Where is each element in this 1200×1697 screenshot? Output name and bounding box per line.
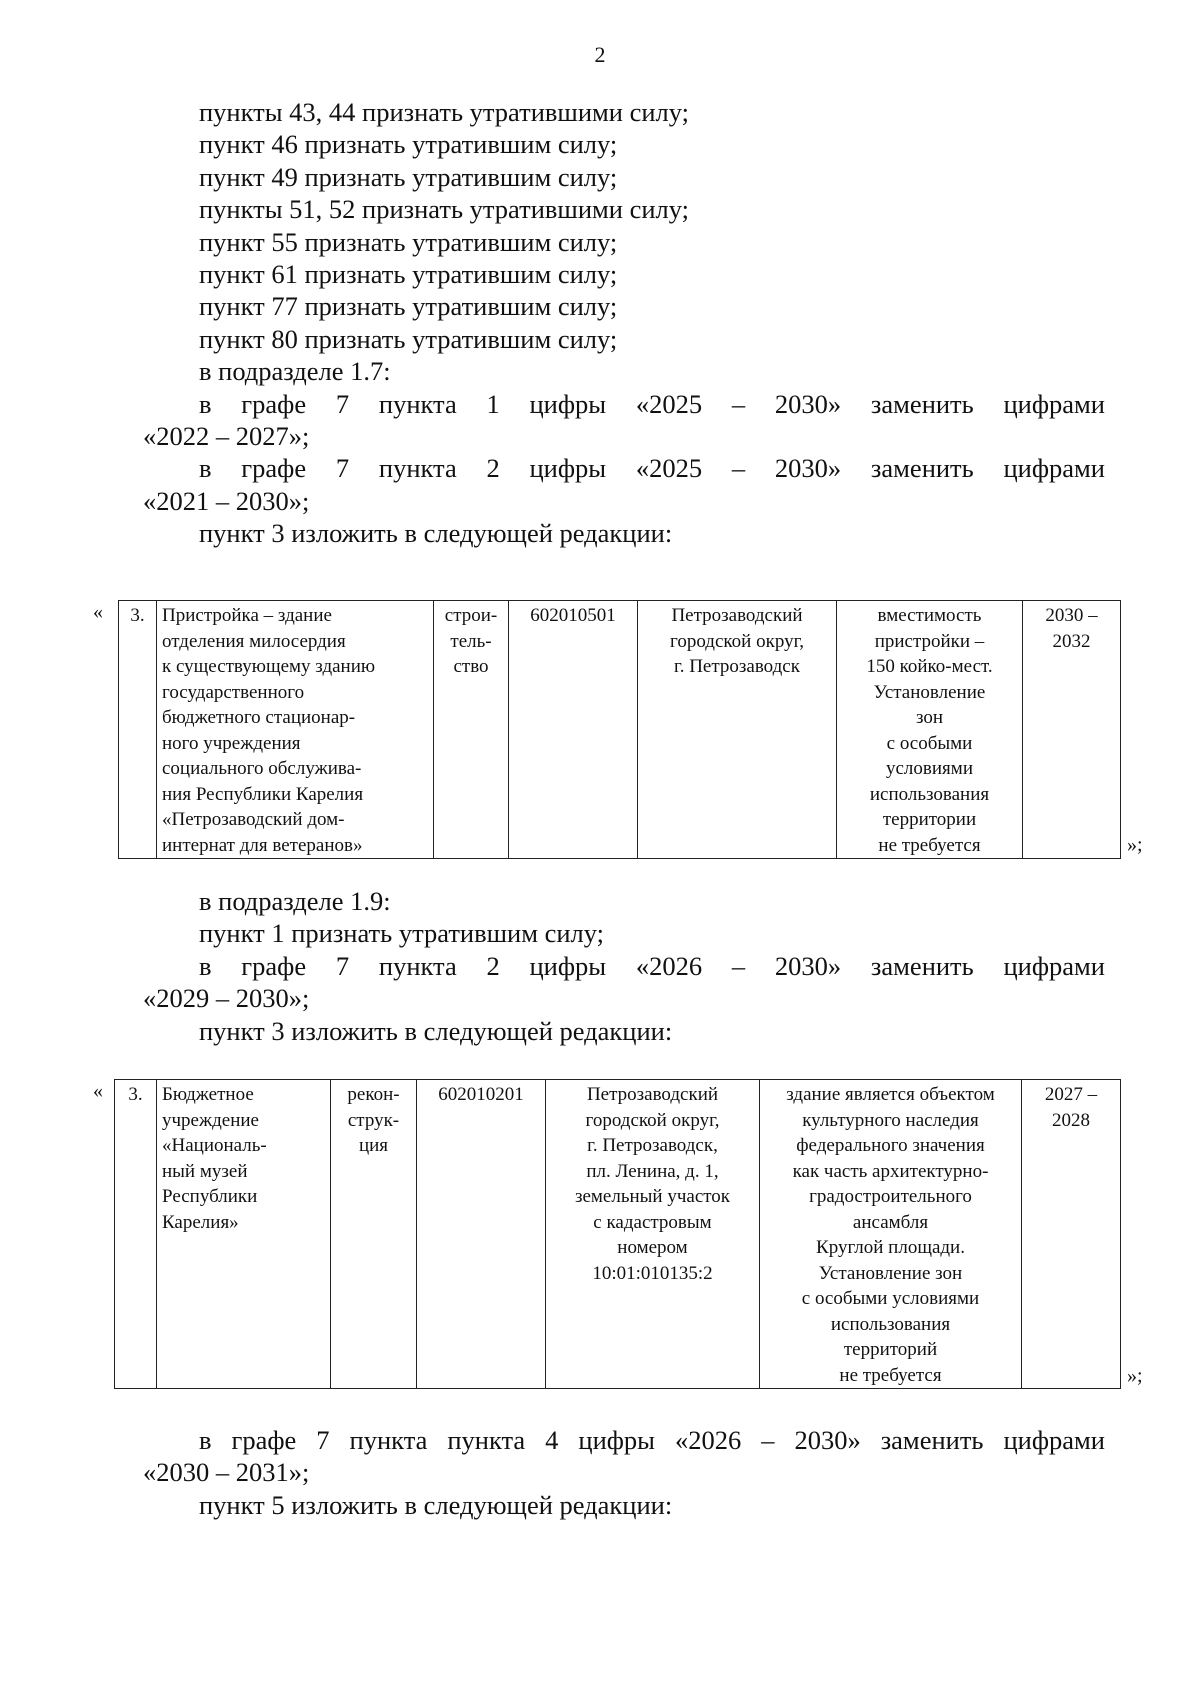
table-close-quote: »; bbox=[1127, 1365, 1143, 1387]
paragraph: в графе 7 пункта пункта 4 цифры «2026 – 2030» заменить цифрами bbox=[199, 1425, 1105, 1455]
subsection-heading: в подразделе 1.9: bbox=[199, 886, 391, 916]
cell-number: 3. bbox=[119, 601, 157, 859]
paragraph: пункт 3 изложить в следующей редакции: bbox=[199, 1015, 673, 1046]
cell-period: 2027 – 2028 bbox=[1022, 1080, 1121, 1389]
cell-location: Петрозаводский городской округ, г. Петрозаводск bbox=[638, 601, 837, 859]
cell-work-type: рекон- струк- ция bbox=[331, 1080, 417, 1389]
paragraph: пункт 77 признать утратившим силу; bbox=[199, 291, 618, 322]
amendment-text-block-1 bbox=[143, 96, 1105, 550]
paragraph: пункт 46 признать утратившим силу; bbox=[199, 129, 618, 160]
paragraph: пункт 55 признать утратившим силу; bbox=[199, 226, 618, 257]
cell-description: здание является объектом культурного наследия федерального значения как часть архитектурно- градостроительного ансамбля Круглой площади. Установление зон с особыми условиями использования территорий не требуется bbox=[760, 1080, 1022, 1389]
amendment-text-block-3 bbox=[143, 1424, 1105, 1521]
table-open-quote: « bbox=[93, 601, 103, 623]
paragraph: пункт 61 признать утратившим силу; bbox=[199, 259, 618, 290]
paragraph-continuation: «2030 – 2031»; bbox=[143, 1457, 310, 1488]
cell-code: 602010501 bbox=[509, 601, 638, 859]
paragraph: пункты 43, 44 признать утратившими силу; bbox=[199, 97, 690, 127]
paragraph: пункт 3 изложить в следующей редакции: bbox=[199, 518, 673, 549]
paragraph: пункт 1 признать утратившим силу; bbox=[199, 918, 605, 949]
amendment-text-block-2 bbox=[143, 885, 1105, 1047]
cell-code: 602010201 bbox=[417, 1080, 546, 1389]
cell-number: 3. bbox=[115, 1080, 157, 1389]
objects-table-2 bbox=[114, 1079, 1121, 1389]
cell-description: вместимость пристройки – 150 койко-мест. Установление зон с особыми условиями использования территории не требуется bbox=[837, 601, 1023, 859]
table-close-quote: »; bbox=[1127, 834, 1143, 856]
table-row bbox=[115, 1080, 1121, 1389]
paragraph: пункт 80 признать утратившим силу; bbox=[199, 323, 618, 354]
paragraph: в графе 7 пункта 1 цифры «2025 – 2030» заменить цифрами bbox=[199, 388, 1105, 419]
table-open-quote: « bbox=[93, 1080, 103, 1102]
page-number: 2 bbox=[594, 42, 606, 67]
paragraph: в графе 7 пункта 2 цифры «2025 – 2030» заменить цифрами bbox=[199, 453, 1105, 484]
paragraph: пункт 5 изложить в следующей редакции: bbox=[199, 1489, 673, 1520]
paragraph-continuation: «2029 – 2030»; bbox=[143, 983, 310, 1014]
paragraph: пункты 51, 52 признать утратившими силу; bbox=[199, 194, 690, 225]
subsection-heading: в подразделе 1.7: bbox=[199, 356, 391, 387]
table-row bbox=[119, 601, 1121, 859]
paragraph: пункт 49 признать утратившим силу; bbox=[199, 161, 618, 192]
paragraph-continuation: «2021 – 2030»; bbox=[143, 485, 310, 516]
cell-object-name: Бюджетное учреждение «Националь- ный музей Республики Карелия» bbox=[157, 1080, 331, 1389]
paragraph: в графе 7 пункта 2 цифры «2026 – 2030» заменить цифрами bbox=[199, 950, 1105, 981]
cell-location: Петрозаводский городской округ, г. Петрозаводск, пл. Ленина, д. 1, земельный участок с кадастровым номером 10:01:010135:2 bbox=[546, 1080, 760, 1389]
cell-object-name: Пристройка – здание отделения милосердия к существующему зданию государственного бюджетного стационар- ного учреждения социального обслужива- ния Республики Карелия «Петрозаводский дом- интернат для ветеранов» bbox=[157, 601, 434, 859]
objects-table-1 bbox=[118, 600, 1121, 859]
paragraph-continuation: «2022 – 2027»; bbox=[143, 421, 310, 452]
cell-work-type: строи- тель- ство bbox=[434, 601, 509, 859]
cell-period: 2030 – 2032 bbox=[1023, 601, 1121, 859]
